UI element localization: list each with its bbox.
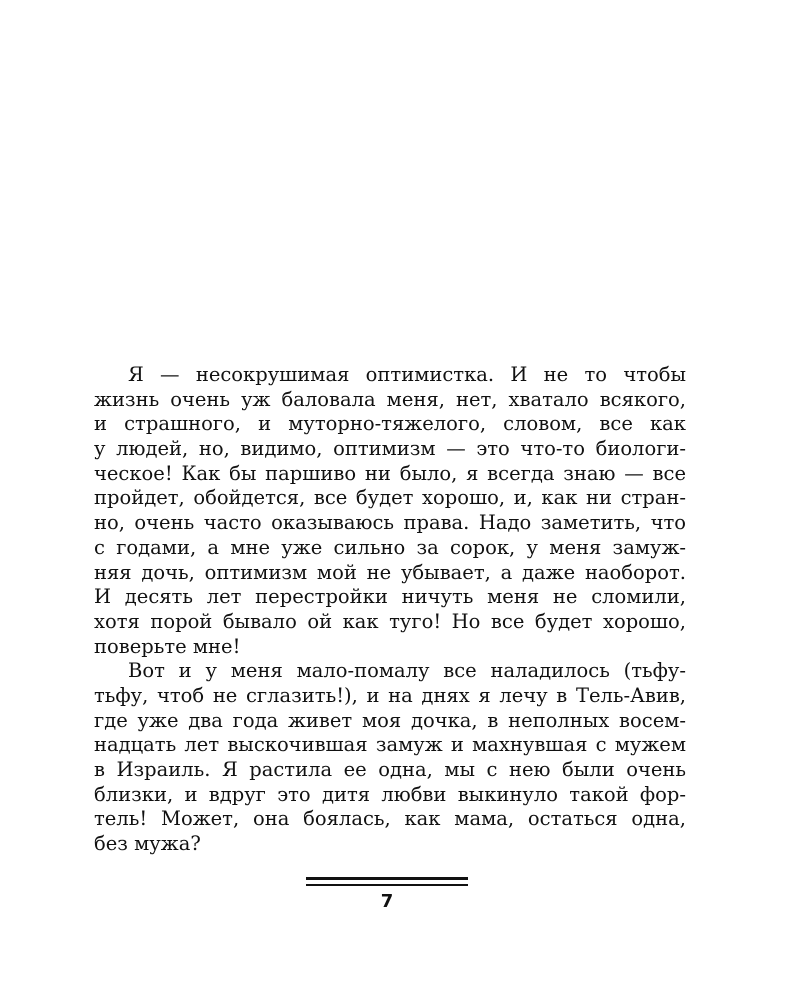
text-line: няя дочь, оптимизм мой не убывает, а даже наоборот.: [94, 560, 686, 584]
text-line: и страшного, и муторно-тяжелого, словом, все как: [94, 412, 686, 436]
text-line: хотя порой бывало ой как туго! Но все будет хорошо,: [94, 609, 686, 633]
text-line: близки, и вдруг это дитя любви выкинуло такой фор-: [94, 782, 686, 806]
text-line: с годами, а мне уже сильно за сорок, у меня замуж-: [94, 535, 686, 559]
text-line: пройдет, обойдется, все будет хорошо, и, как ни стран-: [94, 486, 686, 510]
body-text: [94, 363, 686, 857]
footer-rule-thin: [306, 884, 468, 886]
text-line: но, очень часто оказываюсь права. Надо заметить, что: [94, 511, 686, 535]
text-line: без мужа?: [94, 832, 201, 856]
text-line: в Израиль. Я растила ее одна, мы с нею были очень: [94, 758, 686, 781]
paragraph-1: [94, 363, 686, 659]
text-line: поверьте мне!: [94, 634, 241, 658]
page-number: 7: [380, 891, 394, 912]
text-line: ческое! Как бы паршиво ни было, я всегда знаю — все: [94, 461, 686, 485]
text-line: жизнь очень уж баловала меня, нет, хватало всякого,: [94, 387, 686, 411]
text-line: надцать лет выскочившая замуж и махнувшая с мужем: [94, 733, 686, 757]
text-line: тьфу, чтоб не сглазить!), и на днях я лечу в Тель-Авив,: [94, 683, 686, 707]
text-line: Вот и у меня мало-помалу все наладилось (тьфу-: [128, 659, 686, 683]
paragraph-2: [94, 659, 686, 857]
text-line: у людей, но, видимо, оптимизм — это что-то биологи-: [94, 437, 686, 461]
text-line: тель! Может, она боялась, как мама, остаться одна,: [94, 807, 686, 831]
text-line: Я — несокрушимая оптимистка. И не то чтобы: [128, 363, 686, 386]
text-line: И десять лет перестройки ничуть меня не сломили,: [94, 585, 686, 609]
footer-rule-thick: [306, 877, 468, 880]
text-line: где уже два года живет моя дочка, в неполных восем-: [94, 708, 686, 732]
